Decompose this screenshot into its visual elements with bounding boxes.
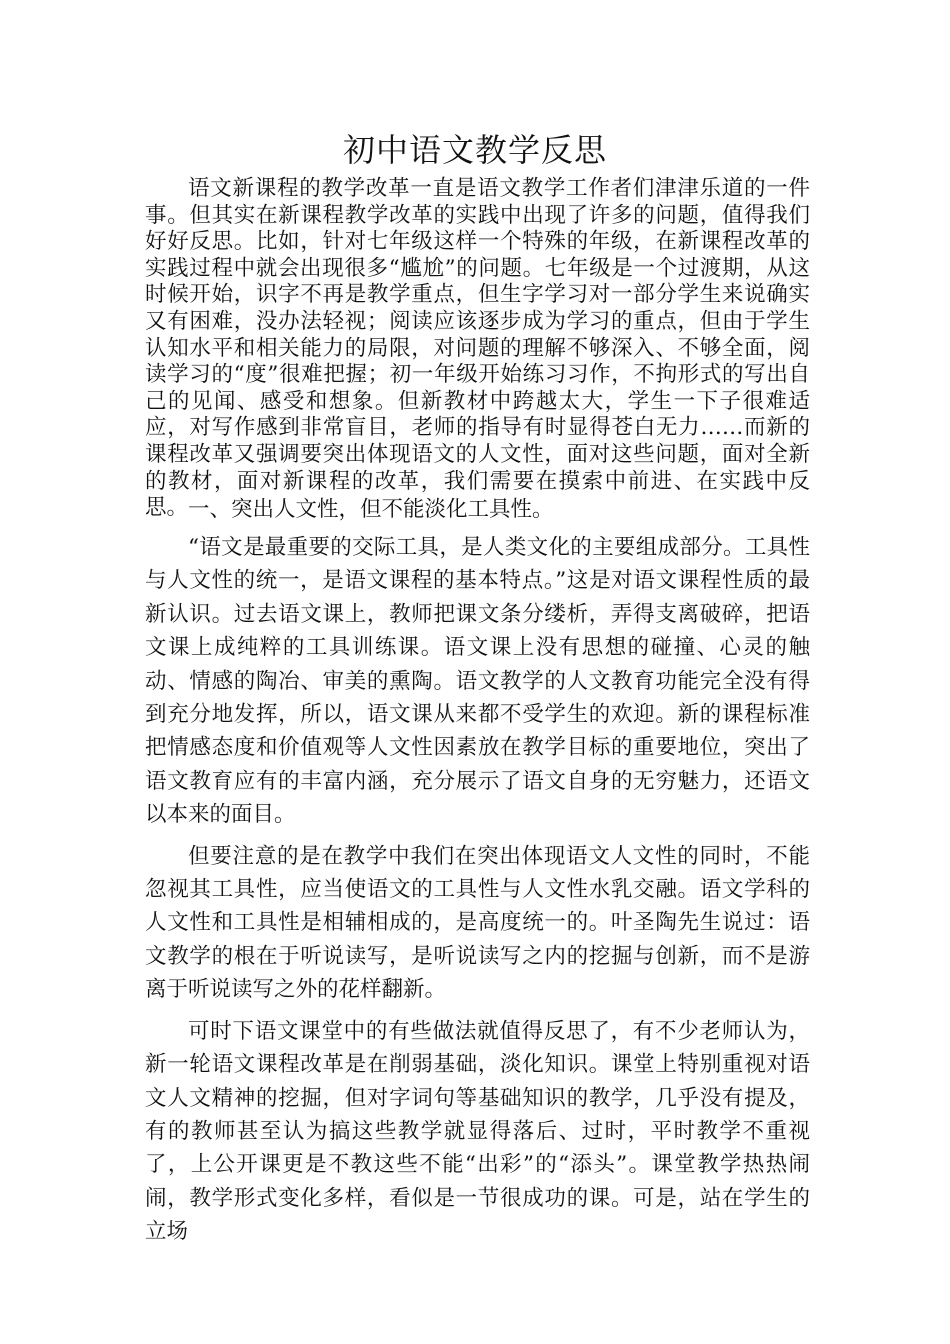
intro-paragraph: 语文新课程的教学改革一直是语文教学工作者们津津乐道的一件事。但其实在新课程教学改革的实践中出现了许多的问题，值得我们好好反思。比如，针对七年级这样一个特殊的年级，在新课程改革的实践过程中就会出现很多“尴尬”的问题。七年级是一个过渡期，从这时候开始，识字不再是教学重点，但生字学习对一部分学生来说确实又有困难，没办法轻视；阅读应该逐步成为学习的重点，但由于学生认知水平和相关能力的局限，对问题的理解不够深入、不够全面，阅读学习的“度”很难把握；初一年级开始练习习作，不拘形式的写出自己的见闻、感受和想象。但新教材中跨越太大，学生一下子很难适应，对写作感到非常盲目，老师的指导有时显得苍白无力……而新的课程改革又强调要突出体现语文的人文性，面对这些问题，面对全新的教材，面对新课程的改革，我们需要在摸索中前进、在实践中反思。 (145, 176, 810, 521)
body-paragraph-1: “语文是最重要的交际工具，是人类文化的主要组成部分。工具性与人文性的统一，是语文课程的基本特点。”这是对语文课程性质的最新认识。过去语文课上，教师把课文条分缕析，弄得支离破碎，把语文课上成纯粹的工具训练课。语文课上没有思想的碰撞、心灵的触动、情感的陶冶、审美的熏陶。语文教学的人文教育功能完全没有得到充分地发挥，所以，语文课从来都不受学生的欢迎。新的课程标准把情感态度和价值观等人文性因素放在教学目标的重要地位，突出了语文教育应有的丰富内涵，充分展示了语文自身的无穷魅力，还语文以本来的面目。 (145, 535, 810, 828)
document-title: 初中语文教学反思 (342, 131, 607, 169)
intro-section (145, 176, 810, 522)
body-section (145, 531, 810, 1249)
body-paragraph-3: 可时下语文课堂中的有些做法就值得反思了，有不少老师认为，新一轮语文课程改革是在削弱基础，淡化知识。课堂上特别重视对语文人文精神的挖掘，但对字词句等基础知识的教学，几乎没有提及，有的教师甚至认为搞这些教学就显得落后、过时，平时教学不重视了，上公开课更是不教这些不能“出彩”的“添头”。课堂教学热热闹闹，教学形式变化多样，看似是一节很成功的课。可是，站在学生的立场 (145, 1018, 810, 1245)
body-paragraph-2: 但要注意的是在教学中我们在突出体现语文人文性的同时，不能忽视其工具性，应当使语文的工具性与人文性水乳交融。语文学科的人文性和工具性是相辅相成的，是高度统一的。叶圣陶先生说过：语文教学的根在于听说读写，是听说读写之内的挖掘与创新，而不是游离于听说读写之外的花样翻新。 (145, 843, 810, 1003)
section-heading: 一、突出人文性，但不能淡化工具性。 (188, 497, 554, 522)
section-heading-block (145, 496, 810, 524)
